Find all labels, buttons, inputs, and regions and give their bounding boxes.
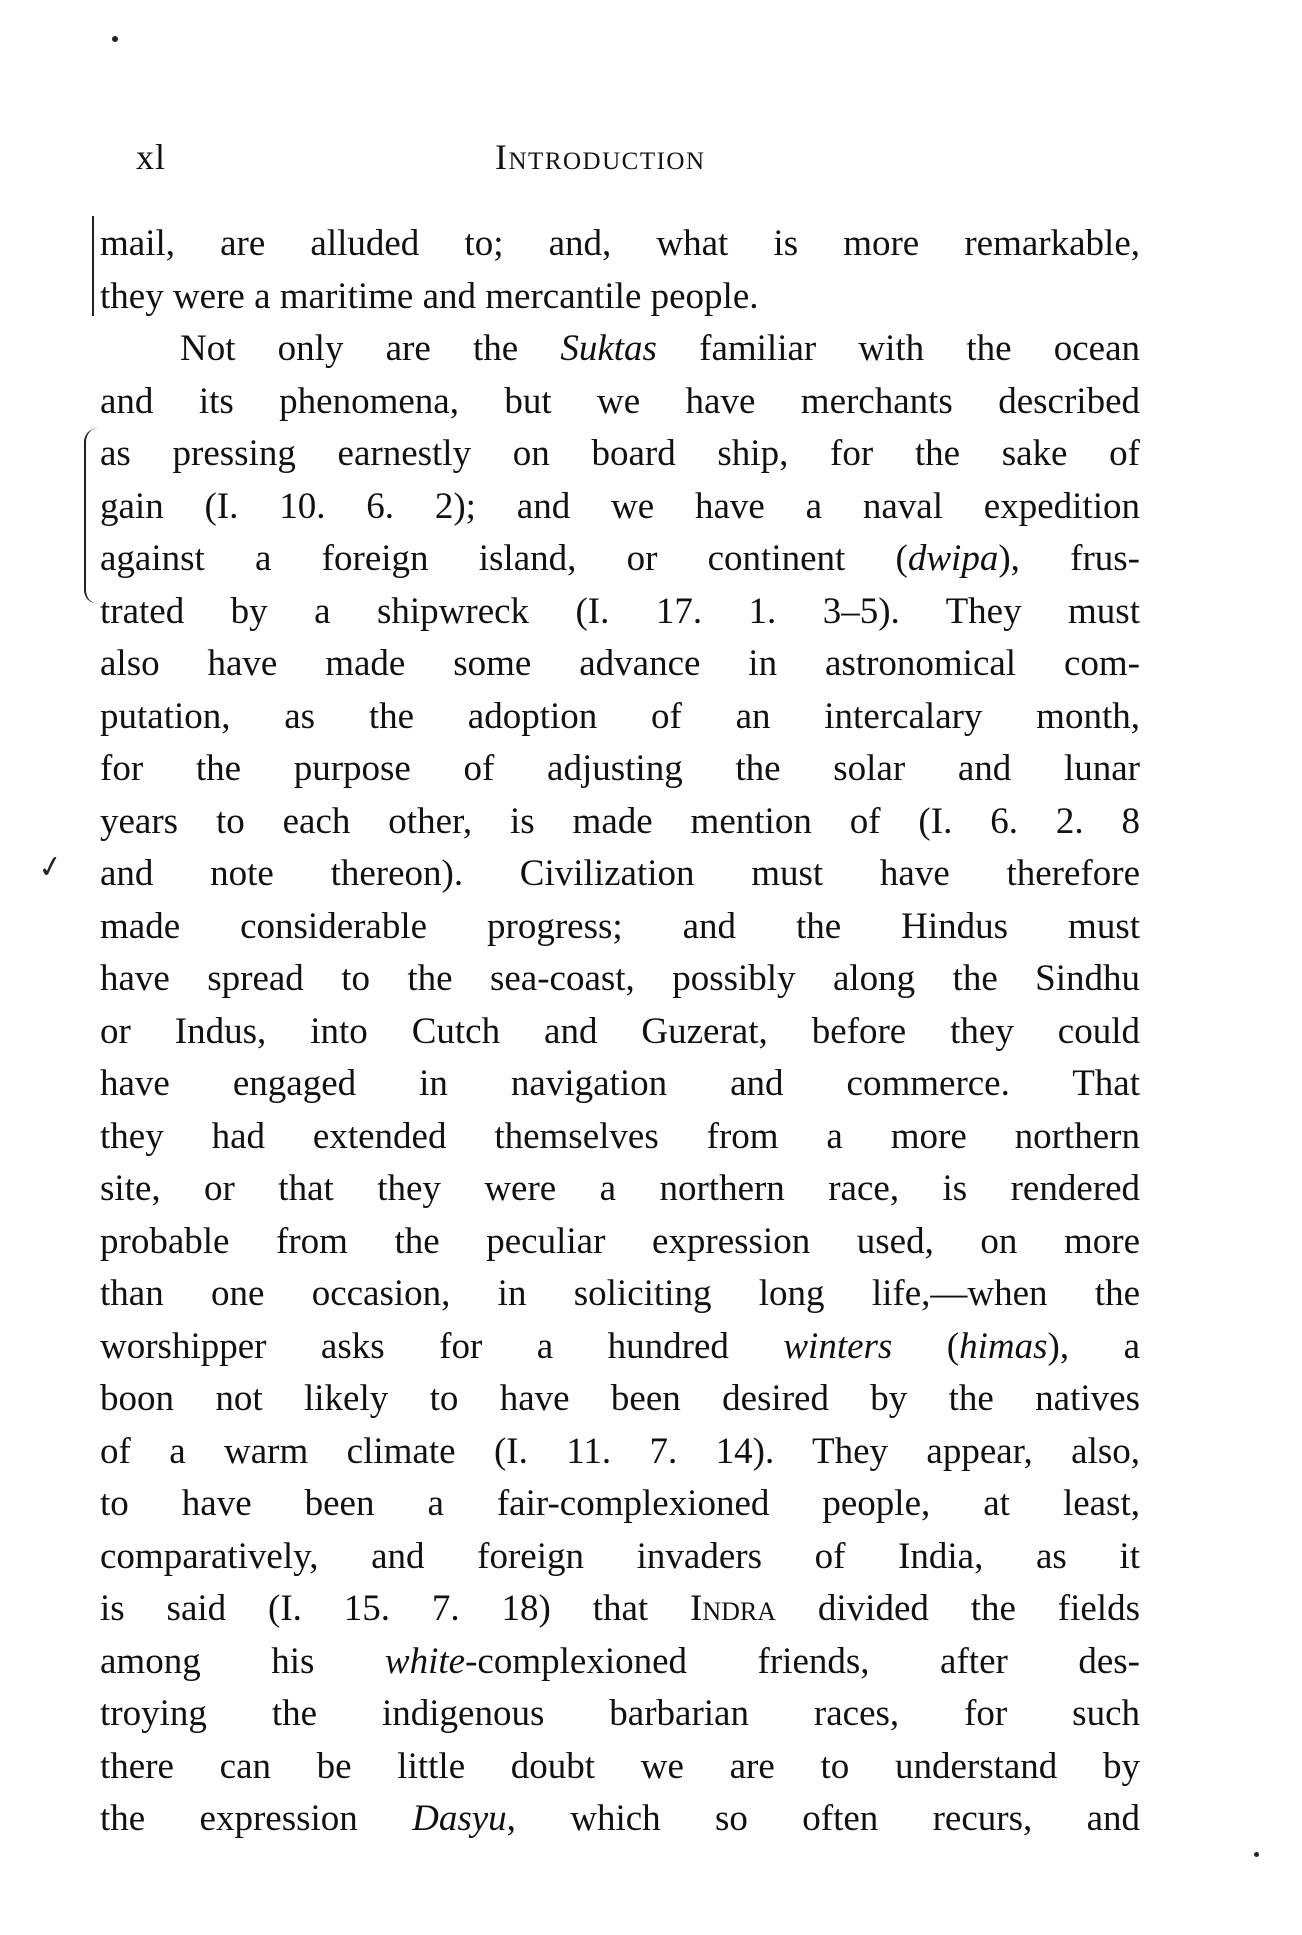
text-line: among his white-complexioned friends, after des- [100, 1640, 1140, 1682]
text-line: the expression Dasyu, which so often recurs, and [100, 1798, 1140, 1839]
text-line: probable from the peculiar expression used, on more [100, 1220, 1140, 1262]
italic-term: winters [783, 1325, 893, 1367]
ink-speck [1254, 1852, 1259, 1857]
text-line: and note thereon). Civilization must have therefore [100, 853, 1140, 894]
text-line: there can be little doubt we are to understand by [100, 1745, 1140, 1787]
text-line: mail, are alluded to; and, what is more remarkable, [100, 223, 1140, 264]
page-header [130, 136, 1150, 186]
text-line: of a warm climate (I. 11. 7. 14). They appear, also, [100, 1430, 1140, 1472]
text-line: and its phenomena, but we have merchants described [100, 380, 1140, 422]
text-line: comparatively, and foreign invaders of India, as it [100, 1535, 1140, 1577]
text-line: Not only are the Suktas familiar with the ocean [180, 328, 1140, 369]
text-line: site, or that they were a northern race, is rendered [100, 1168, 1140, 1209]
margin-checkmark: ✓ [35, 849, 66, 886]
text-line: as pressing earnestly on board ship, for the sake of [100, 433, 1140, 474]
page-number: xl [136, 137, 167, 177]
text-line: made considerable progress; and the Hindus must [100, 905, 1140, 947]
text-line: they were a maritime and mercantile people. [100, 275, 759, 317]
text-line: trated by a shipwreck (I. 17. 1. 3–5). They must [100, 590, 1140, 632]
text-line: for the purpose of adjusting the solar and lunar [100, 748, 1140, 789]
text-line: years to each other, is made mention of (I. 6. 2. 8 [100, 800, 1140, 842]
text-line: to have been a fair-complexioned people, at least, [100, 1483, 1140, 1524]
italic-term: dwipa [907, 538, 999, 579]
text-line: or Indus, into Cutch and Guzerat, before they could [100, 1010, 1140, 1052]
text-line: they had extended themselves from a more northern [100, 1115, 1140, 1157]
italic-term: himas [959, 1325, 1048, 1367]
text-line: troying the indigenous barbarian races, for such [100, 1693, 1140, 1734]
text-line: against a foreign island, or continent (dwipa), frus- [100, 538, 1141, 579]
running-head: Introduction [495, 137, 706, 177]
text-line: gain (I. 10. 6. 2); and we have a naval expedition [100, 485, 1140, 527]
small-caps-term: Indra [690, 1588, 777, 1629]
italic-term: Suktas [560, 328, 657, 369]
body-text [100, 218, 1155, 1846]
text-line: have spread to the sea-coast, possibly along the Sindhu [100, 958, 1140, 999]
italic-term: white [384, 1640, 466, 1682]
text-line: is said (I. 15. 7. 18) that Indra divided the fields [100, 1588, 1140, 1629]
text-line: worshipper asks for a hundred winters (himas), a [100, 1325, 1140, 1367]
ink-speck [112, 36, 118, 42]
text-line: also have made some advance in astronomical com- [100, 643, 1140, 684]
text-line: boon not likely to have been desired by the natives [100, 1378, 1140, 1419]
text-line: putation, as the adoption of an intercalary month, [100, 695, 1140, 737]
text-line: than one occasion, in soliciting long life,—when the [100, 1273, 1140, 1314]
text-line: have engaged in navigation and commerce. That [100, 1063, 1140, 1104]
italic-term: Dasyu [412, 1798, 507, 1839]
